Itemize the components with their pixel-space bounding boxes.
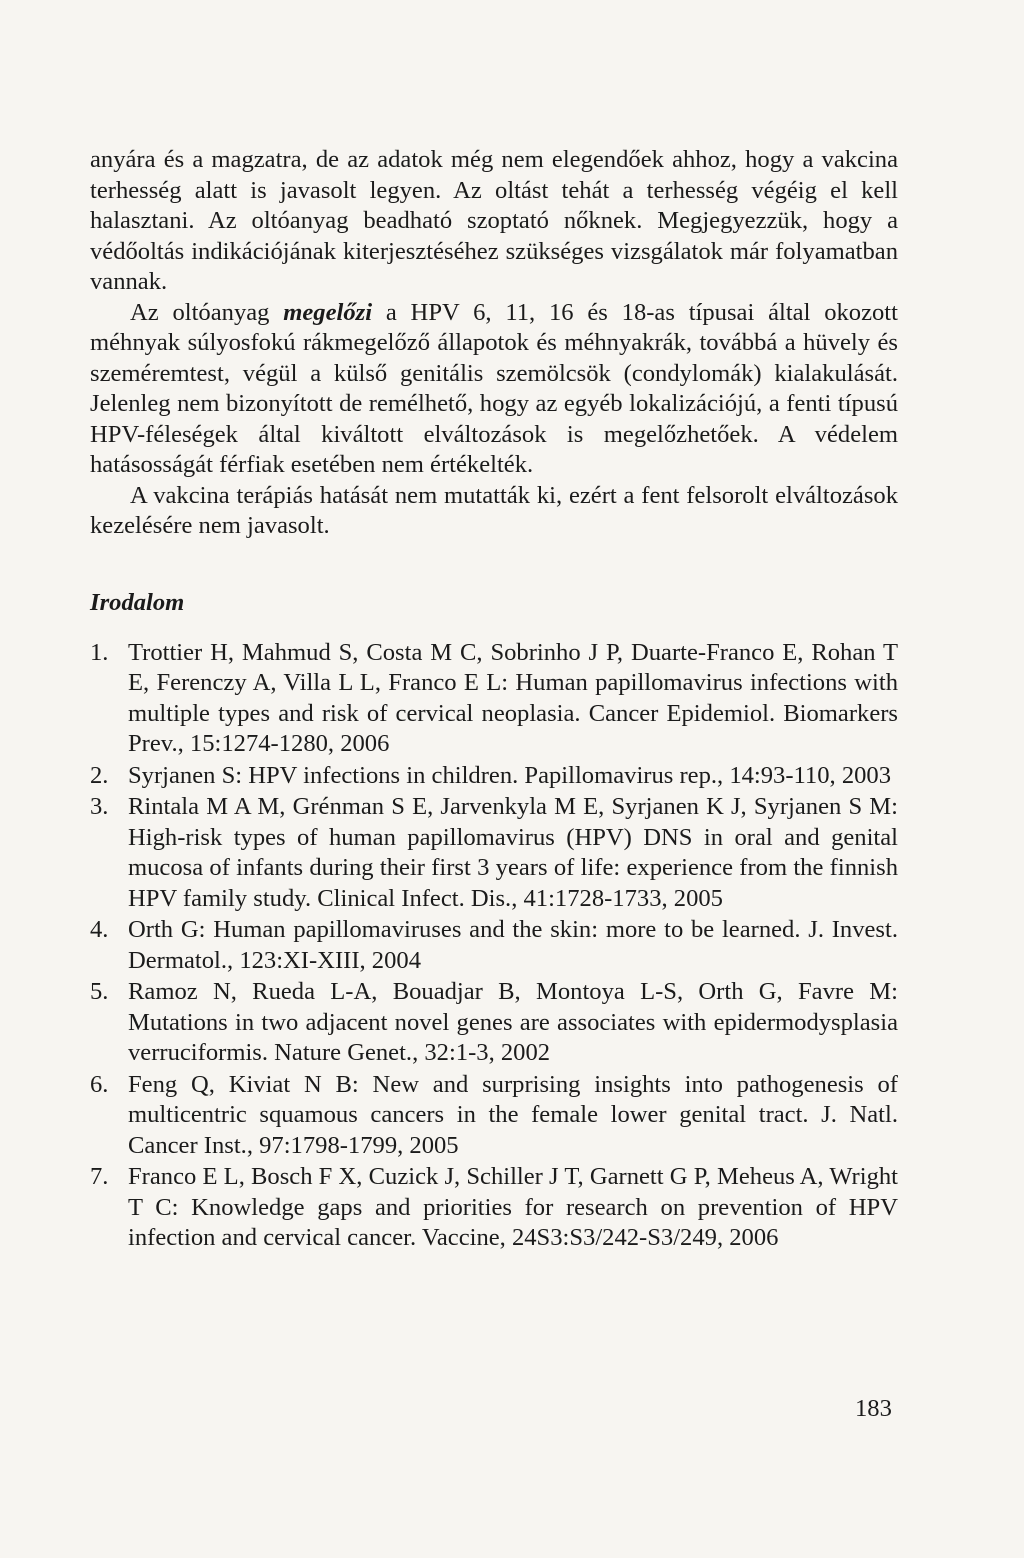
page-content xyxy=(90,145,898,1255)
paragraph-prevention-rest: a HPV 6, 11, 16 és 18-as típusai által okozott méhnyak súlyosfokú rákmegelőző állapotok és méhnyakrák, továbbá a hüvely és szeméremtest, végül a külső genitális szemölcsök (condylomák) kialakulását. Jelenleg nem bizonyított de remélhető, hogy az egyéb lokalizációjú, a fenti típusú HPV-féleségek által kiváltott elváltozások is megelőzhetőek. A védelem hatásosságát férfiak esetében nem értékelték. xyxy=(90,298,898,478)
reference-text: Franco E L, Bosch F X, Cuzick J, Schiller J T, Garnett G P, Meheus A, Wright T C: Knowledge gaps and priorities for research on prevention of HPV infection and cervical cancer. Vaccine, 24S3:S3/242-S3/249, 2006 xyxy=(128,1163,898,1251)
paragraph-vaccine-pregnancy: anyára és a magzatra, de az adatok még nem elegendőek ahhoz, hogy a vakcina terhesség alatt is javasolt legyen. Az oltást tehát a terhesség végéig el kell halasztani. Az oltóanyag beadható szoptató nőknek. Megjegyezzük, hogy a védőoltás indikációjának kiterjesztéséhez szükséges vizsgálatok már folyamatban vannak. xyxy=(90,146,898,295)
reference-number: 3. xyxy=(90,793,109,820)
reference-number: 4. xyxy=(90,916,109,943)
paragraph-vaccine-therapy: A vakcina terápiás hatását nem mutatták ki, ezért a fent felsorolt elváltozások kezelésére nem javasolt. xyxy=(90,481,898,539)
reference-text: Syrjanen S: HPV infections in children. Papillomavirus rep., 14:93-110, 2003 xyxy=(128,761,892,789)
reference-item xyxy=(90,792,898,914)
paragraph-prevention-lead: Az oltóanyag xyxy=(130,298,284,326)
reference-text: Ramoz N, Rueda L-A, Bouadjar B, Montoya L-S, Orth G, Favre M: Mutations in two adjacent novel genes are associates with epidermodysplasia verruciformis. Nature Genet., 32:1-3, 2002 xyxy=(128,978,898,1066)
reference-item xyxy=(90,761,898,792)
reference-number: 6. xyxy=(90,1070,109,1098)
references-list xyxy=(90,638,898,1254)
emphasis-prevents: megelőzi xyxy=(283,298,373,326)
reference-item xyxy=(90,638,898,760)
reference-text: Feng Q, Kiviat N B: New and surprising insights into pathogenesis of multicentric squamous cancers in the female lower genital tract. J. Natl. Cancer Inst., 97:1798-1799, 2005 xyxy=(128,1070,898,1159)
paragraph-vaccine-prevention xyxy=(90,298,898,481)
reference-text: Orth G: Human papillomaviruses and the skin: more to be learned. J. Invest. Dermatol., 123:XI-XIII, 2004 xyxy=(128,916,898,974)
reference-text: Trottier H, Mahmud S, Costa M C, Sobrinho J P, Duarte-Franco E, Rohan T E, Ferenczy A, Villa L L, Franco E L: Human papillomavirus infections with multiple types and risk of cervical neoplasia. Cancer Epidemiol. Biomarkers Prev., 15:1274-1280, 2006 xyxy=(128,638,898,757)
reference-item xyxy=(90,977,898,1069)
reference-number: 2. xyxy=(90,761,109,789)
reference-text: Rintala M A M, Grénman S E, Jarvenkyla M E, Syrjanen K J, Syrjanen S M: High-risk types of human papillomavirus (HPV) DNS in oral and genital mucosa of infants during their first 3 years of life: experience from the finnish HPV family study. Clinical Infect. Dis., 41:1728-1733, 2005 xyxy=(128,793,898,912)
reference-number: 1. xyxy=(90,638,109,666)
reference-number: 5. xyxy=(90,978,109,1005)
reference-number: 7. xyxy=(90,1163,109,1190)
references-heading: Irodalom xyxy=(90,588,185,616)
reference-item xyxy=(90,1070,898,1162)
reference-item xyxy=(90,1162,898,1254)
reference-item xyxy=(90,915,898,976)
page-number: 183 xyxy=(855,1395,892,1422)
